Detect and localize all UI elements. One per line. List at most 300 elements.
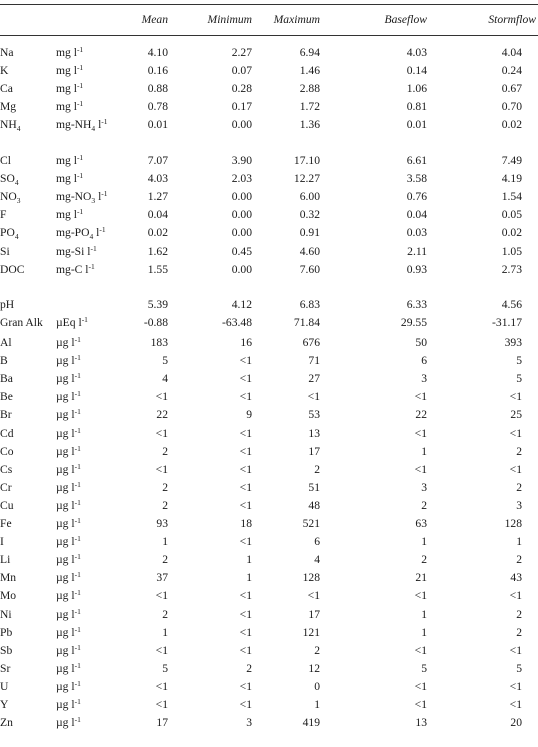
cell-stormflow: 2 [516,553,522,567]
unit-label: mg $l^{-1}$ [56,81,84,96]
unit-label: $mg-NH_4$ $l^{-1}$ [56,117,108,134]
unit-superscript: -1 [74,715,81,725]
cell-stormflow: 2.73 [501,262,522,276]
unit-superscript: -1 [74,497,81,507]
cell-mean: 2 [162,444,168,458]
cell-mean: 2 [162,480,168,494]
table-row [0,298,538,316]
element-label: Cr [0,480,12,494]
table-row [0,354,538,372]
cell-stormflow: 0.24 [501,64,522,78]
cell-mean: <1 [155,589,168,603]
element-label: Cu [0,498,14,512]
cell-minimum: 0.07 [231,64,252,78]
unit-label: mg $l^{-1}$ [56,207,84,222]
cell-stormflow: 2 [516,444,522,458]
unit-label: mg-Si $l^{-1}$ [56,243,97,258]
table-row [0,463,538,481]
table-row [0,172,538,190]
element-label: Y [0,698,9,711]
unit-superscript: -1 [74,678,81,688]
cell-stormflow: 4.04 [501,46,522,59]
cell-baseflow: 6 [421,354,427,368]
cell-minimum: <1 [239,589,252,603]
cell-baseflow: 13 [415,716,427,730]
cell-minimum: <1 [239,643,252,657]
cell-baseflow: <1 [414,426,427,440]
table-row [0,680,538,698]
cell-stormflow: 5 [516,661,522,675]
element-label: Mn [0,571,17,585]
cell-baseflow: <1 [414,679,427,693]
element-label: I [0,535,4,549]
cell-minimum: <1 [239,679,252,693]
unit-superscript: -1 [76,171,84,181]
table-row [0,372,538,390]
cell-mean: 0.78 [147,100,168,114]
cell-stormflow: 2 [516,480,522,494]
cell-mean: 5.39 [147,298,168,311]
cell-stormflow: <1 [509,462,522,476]
cell-minimum: 0.45 [231,244,252,258]
table-row [0,716,538,734]
unit-label: µEq $l^{-1}$ [56,315,88,330]
unit-superscript: -1 [76,99,84,109]
cell-stormflow: 393 [504,336,522,349]
unit-label: µg $l^{-1}$ [56,443,81,458]
cell-maximum: 1.72 [299,100,320,114]
unit-label: mg $l^{-1}$ [56,99,84,114]
unit-label: mg-C $l^{-1}$ [56,261,95,276]
unit-label: µg $l^{-1}$ [56,461,81,476]
cell-mean: <1 [155,698,168,711]
cell-mean: 93 [156,517,168,530]
element-subscript: 3 [16,196,21,206]
cell-minimum: 1 [246,553,252,567]
table-row [0,316,538,334]
cell-stormflow: 43 [510,571,522,585]
table-row [0,408,538,426]
element-label: $NH_4$ [0,118,21,134]
table-row [0,698,538,716]
unit-label: µg $l^{-1}$ [56,534,81,549]
cell-stormflow: <1 [509,390,522,404]
unit-superscript: -1 [74,353,81,363]
cell-mean: 22 [156,408,168,422]
element-subscript: 4 [14,178,19,188]
cell-maximum: 2 [314,643,320,657]
cell-maximum: 6.94 [299,46,320,59]
cell-minimum: <1 [239,480,252,494]
table-row [0,390,538,408]
unit-superscript: -1 [74,660,81,670]
cell-maximum: 521 [302,517,320,530]
unit-label: µg $l^{-1}$ [56,606,81,621]
cell-baseflow: <1 [414,643,427,657]
unit-label: µg $l^{-1}$ [56,516,81,530]
unit-label: µg $l^{-1}$ [56,425,81,440]
cell-minimum: <1 [239,426,252,440]
table-row [0,190,538,208]
unit-superscript: -1 [74,425,81,435]
unit-label: µg $l^{-1}$ [56,697,81,711]
unit-label: mg $l^{-1}$ [56,45,84,59]
table-row [0,499,538,517]
table-row [0,46,538,64]
table-row [0,445,538,463]
cell-mean: <1 [155,426,168,440]
table-row [0,517,538,535]
cell-stormflow: <1 [509,698,522,711]
cell-baseflow: 4.03 [406,46,427,59]
element-label: K [0,64,9,78]
cell-minimum: 3 [246,716,252,730]
cell-mean: 0.01 [147,118,168,132]
table-row [0,154,538,172]
cell-mean: 0.88 [147,82,168,96]
table-row [0,208,538,226]
cell-stormflow: 0.05 [501,208,522,222]
cell-stormflow: 0.02 [501,226,522,240]
header-baseflow: Baseflow [384,13,427,26]
element-label: Gran Alk [0,316,43,330]
cell-mean: 0.16 [147,64,168,78]
cell-minimum: <1 [239,390,252,404]
cell-minimum: 0.17 [231,100,252,114]
unit-superscript: -1 [101,189,108,199]
cell-baseflow: 1.06 [406,82,427,96]
table-row [0,535,538,553]
unit-superscript: -1 [74,642,81,652]
cell-minimum: <1 [239,354,252,368]
header-rule [0,35,538,36]
element-label: Be [0,390,13,404]
table-row [0,427,538,445]
unit-label: µg $l^{-1}$ [56,479,81,494]
table-row [0,245,538,263]
cell-stormflow: 4.56 [501,298,522,311]
cell-maximum: <1 [307,589,320,603]
cell-maximum: 2 [314,462,320,476]
cell-stormflow: 2 [516,607,522,621]
cell-baseflow: 1 [421,535,427,549]
cell-stormflow: 1.05 [501,244,522,258]
cell-maximum: 53 [308,408,320,422]
cell-mean: 7.07 [147,154,168,167]
cell-maximum: 17.10 [293,154,320,167]
table-row [0,481,538,499]
cell-maximum: 6.00 [299,190,320,204]
cell-mean: 183 [150,336,168,349]
cell-stormflow: 128 [504,517,522,530]
cell-minimum: <1 [239,498,252,512]
cell-mean: 1.55 [147,262,168,276]
cell-stormflow: 0.02 [501,118,522,132]
cell-minimum: 0.00 [231,190,252,204]
unit-label: µg $l^{-1}$ [56,588,81,603]
element-subscript: 4 [16,124,21,134]
unit-superscript: -1 [74,479,81,489]
cell-mean: 0.02 [147,226,168,240]
unit-superscript: -1 [74,389,81,399]
unit-superscript: -1 [74,516,81,525]
cell-baseflow: 1 [421,444,427,458]
cell-minimum: <1 [239,462,252,476]
element-label: Co [0,444,14,458]
unit-superscript: -1 [99,225,106,235]
cell-mean: 0.04 [147,208,168,222]
unit-superscript: -1 [90,243,97,253]
cell-mean: -0.88 [143,316,168,330]
cell-stormflow: 2 [516,625,522,639]
unit-superscript: -1 [74,552,81,562]
cell-maximum: 4 [314,553,320,567]
table-row [0,336,538,354]
cell-minimum: <1 [239,698,252,711]
unit-label: $mg-NO_3$ $l^{-1}$ [56,189,108,206]
cell-maximum: 419 [302,716,320,730]
cell-maximum: 48 [308,498,320,512]
cell-baseflow: 50 [415,336,427,349]
cell-baseflow: 6.33 [406,298,427,311]
cell-maximum: 0.32 [299,208,320,222]
cell-baseflow: 3 [421,480,427,494]
unit-subscript: 3 [91,196,96,206]
element-label: B [0,354,8,368]
unit-label: µg $l^{-1}$ [56,371,81,386]
cell-minimum: -63.48 [222,316,252,330]
cell-minimum: 0.00 [231,118,252,132]
cell-stormflow: 4.19 [501,172,522,186]
cell-maximum: 71.84 [293,316,320,330]
unit-label: µg $l^{-1}$ [56,660,81,675]
table-row [0,608,538,626]
cell-baseflow: 0.04 [406,208,427,222]
unit-superscript: -1 [81,315,88,325]
cell-mean: 1 [162,625,168,639]
header-minimum: Minimum [207,13,252,26]
cell-maximum: 7.60 [299,262,320,276]
unit-superscript: -1 [74,588,81,598]
cell-mean: 4.10 [147,46,168,59]
unit-label: µg $l^{-1}$ [56,624,81,639]
element-label: Sb [0,643,13,657]
unit-label: µg $l^{-1}$ [56,389,81,404]
cell-stormflow: <1 [509,426,522,440]
cell-mean: 2 [162,607,168,621]
table-row [0,571,538,589]
cell-stormflow: <1 [509,643,522,657]
cell-baseflow: 1 [421,607,427,621]
cell-minimum: 0.28 [231,82,252,96]
cell-stormflow: 3 [516,498,522,512]
cell-stormflow: 0.67 [501,82,522,96]
cell-baseflow: 29.55 [400,316,427,330]
cell-maximum: <1 [307,390,320,404]
cell-maximum: 2.88 [299,82,320,96]
cell-stormflow: 0.70 [501,100,522,114]
element-label: Pb [0,625,13,639]
unit-label: µg $l^{-1}$ [56,353,81,368]
cell-maximum: 12.27 [293,172,320,186]
unit-subscript: 4 [89,232,94,242]
cell-maximum: 1.46 [299,64,320,78]
cell-baseflow: <1 [414,462,427,476]
cell-mean: 2 [162,498,168,512]
cell-minimum: 1 [246,571,252,585]
cell-mean: 4.03 [147,172,168,186]
cell-minimum: <1 [239,535,252,549]
cell-maximum: 4.60 [299,244,320,258]
cell-baseflow: 0.03 [406,226,427,240]
cell-baseflow: <1 [414,589,427,603]
cell-minimum: <1 [239,607,252,621]
cell-minimum: 16 [240,336,252,349]
cell-minimum: <1 [239,372,252,386]
cell-minimum: 2.27 [231,46,252,59]
unit-superscript: -1 [76,45,84,54]
unit-superscript: -1 [76,153,84,162]
element-label: Mo [0,589,17,603]
cell-mean: 5 [162,354,168,368]
cell-stormflow: 1.54 [501,190,522,204]
cell-maximum: 6 [314,535,320,549]
element-label: DOC [0,262,25,276]
cell-baseflow: <1 [414,698,427,711]
cell-baseflow: 2 [421,498,427,512]
unit-superscript: -1 [74,443,81,453]
element-label: Ba [0,372,13,386]
table-row [0,100,538,118]
cell-stormflow: 5 [516,372,522,386]
cell-minimum: 2 [246,661,252,675]
cell-baseflow: 3 [421,372,427,386]
element-label: Ni [0,607,12,621]
cell-minimum: 4.12 [231,298,252,311]
element-label: $SO_4$ [0,172,19,188]
unit-label: µg $l^{-1}$ [56,335,81,349]
unit-superscript: -1 [74,570,81,580]
element-label: Fe [0,517,12,530]
cell-baseflow: 3.58 [406,172,427,186]
cell-baseflow: 5 [421,661,427,675]
unit-superscript: -1 [74,371,81,381]
header-stormflow: Stormflow [488,13,536,26]
unit-label: µg $l^{-1}$ [56,642,81,657]
cell-maximum: 17 [308,444,320,458]
cell-baseflow: 0.14 [406,64,427,78]
unit-superscript: -1 [88,261,95,271]
cell-mean: 5 [162,661,168,675]
table-row [0,118,538,136]
cell-minimum: 9 [246,408,252,422]
element-label: Cd [0,426,14,440]
cell-mean: <1 [155,390,168,404]
unit-label: µg $l^{-1}$ [56,570,81,585]
unit-label: µg $l^{-1}$ [56,678,81,693]
element-label: Si [0,244,10,258]
unit-label: µg $l^{-1}$ [56,715,81,730]
cell-baseflow: 0.76 [406,190,427,204]
unit-superscript: -1 [101,117,108,127]
header-mean: Mean [141,13,168,26]
cell-minimum: 0.00 [231,208,252,222]
cell-mean: 37 [156,571,168,585]
element-label: Mg [0,100,17,114]
cell-minimum: 0.00 [231,262,252,276]
cell-baseflow: 2.11 [407,244,427,258]
cell-maximum: 1 [314,698,320,711]
unit-label: µg $l^{-1}$ [56,497,81,512]
unit-superscript: -1 [74,335,81,344]
cell-minimum: 18 [240,517,252,530]
element-label: Ca [0,82,13,96]
table-row [0,226,538,244]
cell-baseflow: 22 [415,408,427,422]
cell-maximum: 676 [302,336,320,349]
cell-stormflow: <1 [509,679,522,693]
cell-minimum: 2.03 [231,172,252,186]
cell-baseflow: 0.01 [406,118,427,132]
table-row [0,626,538,644]
table-row [0,82,538,100]
element-label: Cs [0,462,13,476]
unit-superscript: -1 [76,63,84,73]
unit-superscript: -1 [74,697,81,706]
unit-label: µg $l^{-1}$ [56,552,81,567]
unit-subscript: 4 [91,124,96,134]
unit-label: $mg-PO_4$ $l^{-1}$ [56,225,106,242]
element-label: Al [0,336,12,349]
cell-baseflow: 6.61 [406,154,427,167]
unit-label: mg $l^{-1}$ [56,171,84,186]
unit-superscript: -1 [74,624,81,634]
unit-superscript: -1 [76,81,84,91]
table-row [0,644,538,662]
cell-baseflow: 0.93 [406,262,427,276]
cell-stormflow: 7.49 [501,154,522,167]
unit-superscript: -1 [74,407,81,417]
cell-mean: 1.62 [147,244,168,258]
cell-baseflow: 63 [415,517,427,530]
cell-stormflow: 25 [510,408,522,422]
cell-mean: 4 [162,372,168,386]
cell-mean: <1 [155,679,168,693]
cell-baseflow: 1 [421,625,427,639]
cell-mean: 1 [162,535,168,549]
cell-maximum: 27 [308,372,320,386]
unit-label: µg $l^{-1}$ [56,407,81,422]
cell-maximum: 121 [302,625,320,639]
cell-mean: <1 [155,643,168,657]
cell-baseflow: 0.81 [406,100,427,114]
cell-mean: 17 [156,716,168,730]
cell-minimum: <1 [239,625,252,639]
table-row [0,263,538,281]
unit-superscript: -1 [74,606,81,616]
cell-maximum: 51 [308,480,320,494]
element-label: Cl [0,154,11,167]
cell-maximum: 71 [308,354,320,368]
element-label: U [0,679,9,693]
cell-baseflow: 2 [421,553,427,567]
cell-maximum: 12 [308,661,320,675]
element-subscript: 4 [14,232,19,242]
cell-baseflow: <1 [414,390,427,404]
cell-minimum: 3.90 [231,154,252,167]
cell-maximum: 0 [314,679,320,693]
element-label: $NO_3$ [0,190,21,206]
